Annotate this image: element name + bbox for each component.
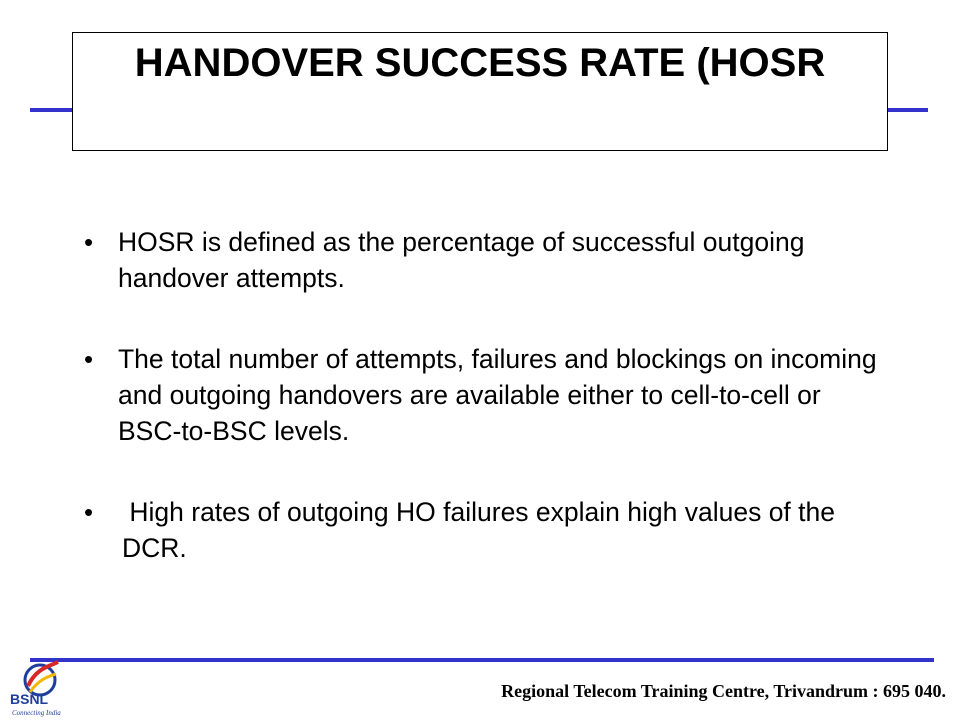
- footer-rule: [30, 658, 934, 662]
- footer-text: Regional Telecom Training Centre, Trivandrum : 695 040.: [501, 681, 946, 701]
- bullet-text: High rates of outgoing HO failures explain high values of the DCR.: [122, 497, 843, 563]
- bullet-icon: •: [84, 344, 94, 374]
- bullet-text: HOSR is defined as the percentage of successful outgoing handover attempts.: [118, 227, 805, 293]
- bullet-item: [84, 494, 884, 566]
- logo-text: BSNL: [10, 691, 49, 707]
- bsnl-logo: [6, 656, 68, 718]
- bullet-icon: •: [84, 227, 94, 257]
- slide-title: HANDOVER SUCCESS RATE (HOSR: [134, 41, 826, 85]
- bullet-item: [84, 224, 884, 296]
- logo-tagline: Connecting India: [12, 709, 61, 717]
- bullet-text: The total number of attempts, failures and blockings on incoming and outgoing handovers are available either to cell-to-cell or BSC-to-BSC levels.: [118, 344, 877, 446]
- bullet-icon: •: [84, 497, 94, 527]
- bullet-item: [84, 341, 884, 449]
- title-box: [72, 32, 888, 151]
- bullet-list: [84, 224, 884, 611]
